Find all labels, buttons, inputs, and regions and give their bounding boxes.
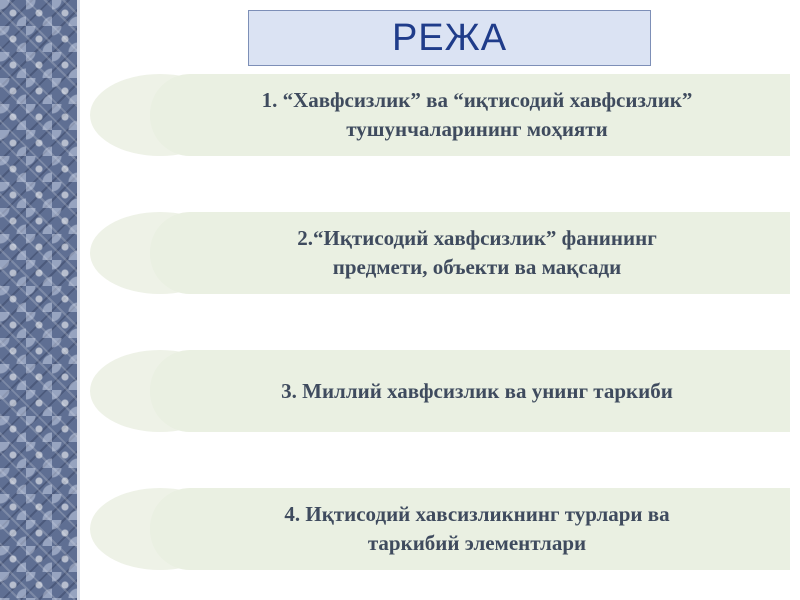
decorative-pattern-border xyxy=(0,0,77,600)
agenda-item-4 xyxy=(90,488,790,570)
agenda-item-band xyxy=(150,350,790,432)
agenda-item-2 xyxy=(90,212,790,294)
agenda-item-text: 4. Иқтисодий хавсизликнинг турлари ва таркибий элементлари xyxy=(284,502,670,555)
agenda-item-band xyxy=(150,212,790,294)
agenda-item-text: 3. Миллий хавфсизлик ва унинг таркиби xyxy=(281,378,673,403)
agenda-item-1 xyxy=(90,74,790,156)
slide-title: РЕЖА xyxy=(391,16,508,59)
agenda-item-3 xyxy=(90,350,790,432)
agenda-item-band xyxy=(150,488,790,570)
pattern-border-edge xyxy=(77,0,80,600)
agenda-item-band xyxy=(150,74,790,156)
agenda-item-text: 2.“Иқтисодий хавфсизлик” фанининг предмети, объекти ва мақсади xyxy=(297,226,657,279)
title-box xyxy=(248,10,651,66)
agenda-item-text: 1. “Хавфсизлик” ва “иқтисодий хавфсизлик” тушунчаларининг моҳияти xyxy=(261,88,693,141)
